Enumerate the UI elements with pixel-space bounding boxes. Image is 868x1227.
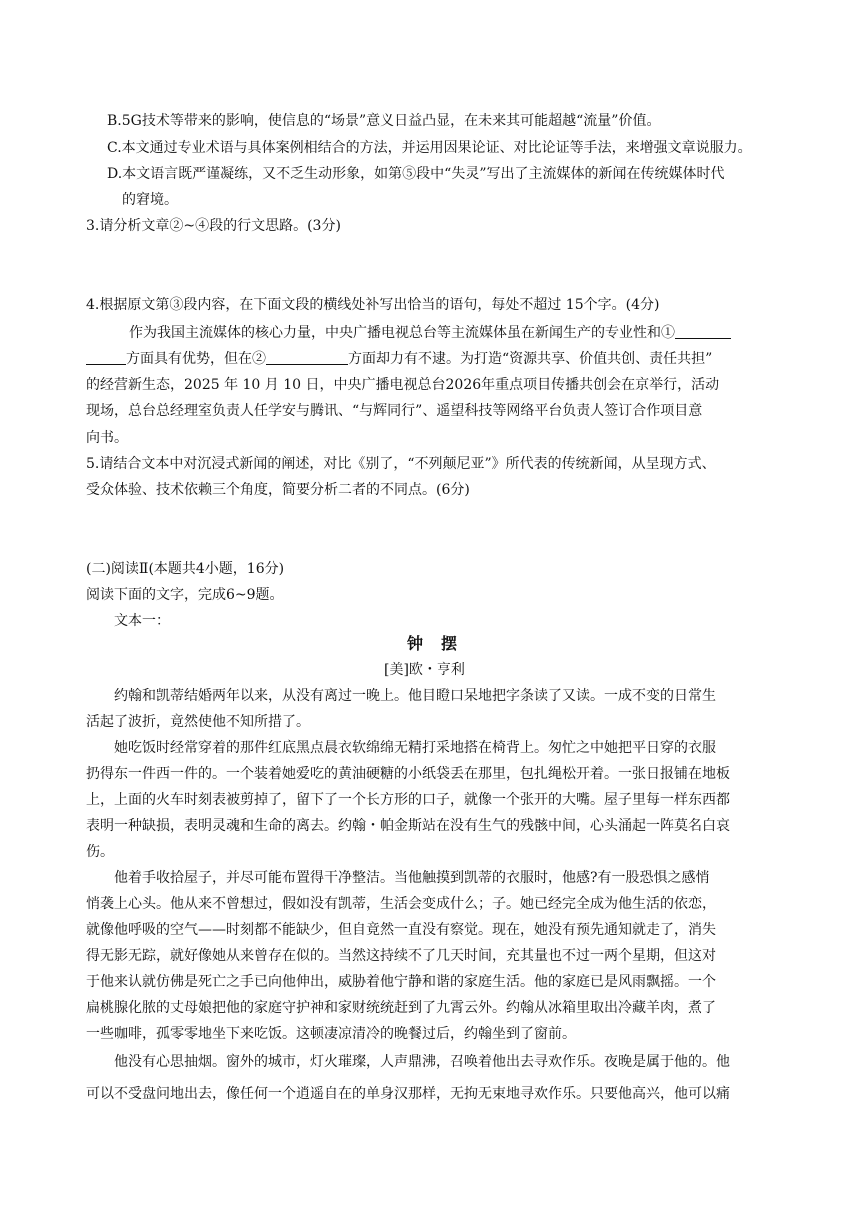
story-paragraph-2-line: 她吃饭时经常穿着的那件红底黑点晨衣软绵绵无精打采地搭在椅背上。匆忙之中她把平日穿的衣服 — [114, 740, 716, 756]
question-5-line2: 受众体验、技术依赖三个角度，简要分析二者的不同点。(6分) — [86, 482, 470, 498]
story-paragraph-1-line: 约翰和凯蒂结婚两年以来，从没有离过一晚上。他目瞪口呆地把字条读了又读。一成不变的日常生 — [114, 688, 716, 704]
answer-blank-1[interactable] — [675, 324, 731, 339]
section-2-header: (二)阅读Ⅱ(本题共4小题，16分) — [86, 561, 285, 577]
option-d-line2: 的窘境。 — [122, 192, 178, 208]
story-paragraph-4-line: 可以不受盘问地出去，像任何一个逍遥自在的单身汉那样，无拘无束地寻欢作乐。只要他高兴，他可以痛 — [86, 1086, 730, 1102]
answer-blank-2[interactable] — [266, 350, 348, 365]
story-paragraph-3-line: 他着手收拾屋子，并尽可能布置得干净整洁。当他触摸到凯蒂的衣服时，他感?有一股恐惧之感悄 — [114, 870, 710, 886]
story-paragraph-1-line: 活起了波折，竟然使他不知所措了。 — [86, 714, 310, 730]
question-4-stem: 4.根据原文第③段内容，在下面文段的横线处补写出恰当的语句，每处不超过 15个字。(4分) — [86, 297, 660, 313]
story-paragraph-2-line: 上，上面的火车时刻表被剪掉了，留下了一个长方形的口子，就像一个张开的大嘴。屋子里每一样东西都 — [86, 792, 730, 808]
story-paragraph-3-line: 得无影无踪，就好像她从来曾存在似的。当然这持续不了几天时间，充其量也不过一两个星期，但这对 — [86, 948, 716, 964]
question-3: 3.请分析文章②~④段的行文思路。(3分) — [86, 218, 341, 234]
option-b: B.5G技术等带来的影响，使信息的“场景”意义日益凸显，在未来其可能超越“流量”价值。 — [107, 113, 661, 129]
answer-blank-1-continued[interactable] — [86, 350, 126, 365]
option-d-line1: D.本文语言既严谨凝练，又不乏生动形象，如第⑤段中“失灵”写出了主流媒体的新闻在传统媒体时代 — [107, 166, 725, 182]
story-title: 钟摆 — [407, 634, 476, 653]
question-4-passage-line2 — [86, 349, 712, 369]
story-author: [美]欧・亨利 — [384, 662, 465, 678]
question-5-line1: 5.请结合文本中对沉浸式新闻的阐述，对比《别了，“不列颠尼亚”》所代表的传统新闻，从呈现方式、 — [86, 456, 716, 472]
question-4-passage-line4: 现场，总台总经理室负责人任学安与腾讯、“与辉同行”、遥望科技等网络平台负责人签订合作项目意 — [86, 403, 703, 419]
story-paragraph-4-line: 他没有心思抽烟。窗外的城市，灯火璀璨，人声鼎沸，召唤着他出去寻欢作乐。夜晚是属于他的。他 — [114, 1054, 730, 1070]
story-paragraph-2-line: 伤。 — [86, 844, 114, 860]
passage-text: 方面却力有不逮。为打造“资源共享、价值共创、责任共担” — [348, 351, 713, 367]
story-paragraph-3-line: 于他来认就仿佛是死亡之手已向他伸出，威胁着他宁静和谐的家庭生活。他的家庭已是风雨飘摇。一个 — [86, 974, 716, 990]
question-4-passage-line5: 向书。 — [86, 430, 128, 446]
story-paragraph-2-line: 扔得东一件西一件的。一个装着她爱吃的黄油硬糖的小纸袋丢在那里，包扎绳松开着。一张日报铺在地板 — [86, 766, 730, 782]
question-4-passage-line1 — [129, 323, 731, 343]
story-paragraph-3-line: 扁桃腺化脓的丈母娘把他的家庭守护神和家财统统赶到了九霄云外。约翰从冰箱里取出冷藏羊肉，煮了 — [86, 1000, 716, 1016]
text-one-label: 文本一： — [114, 613, 170, 629]
passage-text: 方面具有优势，但在② — [126, 351, 266, 367]
story-paragraph-3-line: 一些咖啡，孤零零地坐下来吃饭。这顿凄凉清冷的晚餐过后，约翰坐到了窗前。 — [86, 1026, 576, 1042]
story-paragraph-3-line: 就像他呼吸的空气——时刻都不能缺少，但自竟然一直没有察觉。现在，她没有预先通知就走了，消失 — [86, 922, 716, 938]
story-paragraph-3-line: 悄袭上心头。他从来不曾想过，假如没有凯蒂，生活会变成什么；子。她已经完全成为他生活的依恋， — [86, 896, 716, 912]
story-paragraph-2-line: 表明一种缺损，表明灵魂和生命的离去。约翰・帕金斯站在没有生气的残骸中间，心头涌起一阵莫名白哀 — [86, 818, 730, 834]
section-2-instruction: 阅读下面的文字，完成6~9题。 — [86, 587, 284, 603]
question-4-passage-line3: 的经营新生态，2025 年 10 月 10 日，中央广播电视总台2026年重点项目传播共创会在京举行，活动 — [86, 377, 720, 393]
option-c: C.本文通过专业术语与具体案例相结合的方法，并运用因果论证、对比论证等手法，来增强文章说服力。 — [107, 140, 752, 156]
passage-text: 作为我国主流媒体的核心力量，中央广播电视总台等主流媒体虽在新闻生产的专业性和① — [129, 325, 675, 341]
